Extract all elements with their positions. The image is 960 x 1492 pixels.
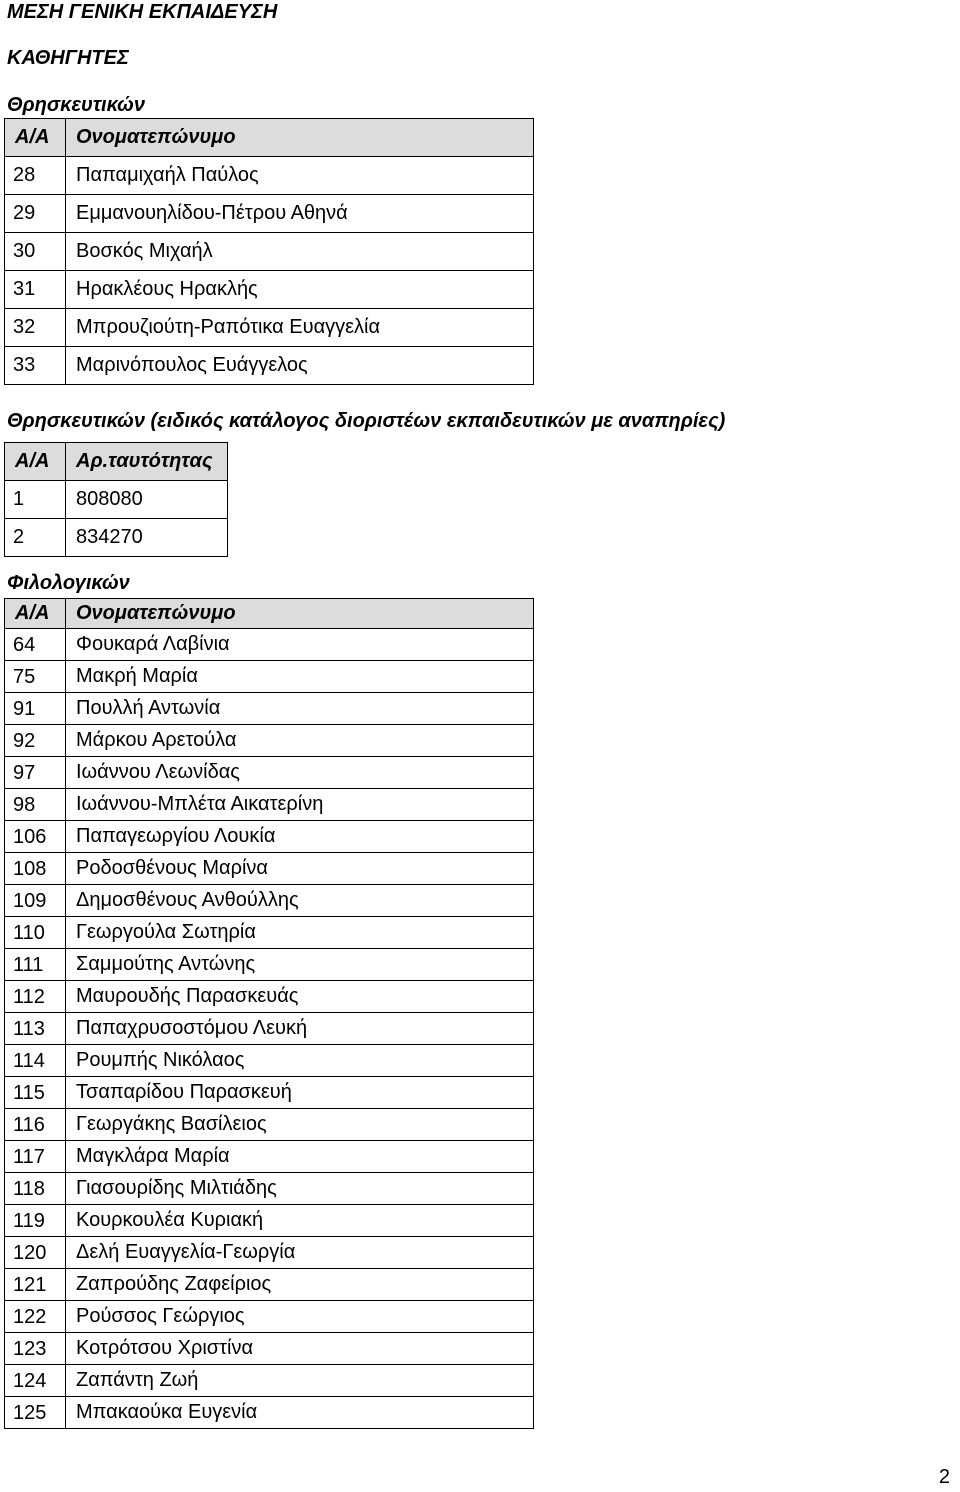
column-header-index: Α/Α: [5, 119, 66, 157]
row-value-cell: Εμμανουηλίδου-Πέτρου Αθηνά: [66, 195, 534, 233]
row-value-cell: Παπαγεωργίου Λουκία: [66, 821, 534, 853]
row-index-cell: 125: [5, 1397, 66, 1429]
row-index-cell: 2: [5, 519, 66, 557]
table-row: [5, 1333, 534, 1365]
religious-special-table: [4, 442, 228, 557]
table-row: [5, 629, 534, 661]
row-value-cell: Πουλλή Αντωνία: [66, 693, 534, 725]
row-index-cell: 108: [5, 853, 66, 885]
table-row: [5, 1173, 534, 1205]
row-index-cell: 28: [5, 157, 66, 195]
row-value-cell: Παπαμιχαήλ Παύλος: [66, 157, 534, 195]
row-index-cell: 1: [5, 481, 66, 519]
page-number: 2: [938, 1466, 950, 1488]
table-row: [5, 917, 534, 949]
row-value-cell: Φουκαρά Λαβίνια: [66, 629, 534, 661]
table-row: [5, 157, 534, 195]
table-row: [5, 519, 228, 557]
section-title: ΜΕΣΗ ΓΕΝΙΚΗ ΕΚΠΑΙΔΕΥΣΗ: [7, 1, 278, 23]
row-value-cell: Σαμμούτης Αντώνης: [66, 949, 534, 981]
row-value-cell: Ζαπάντη Ζωή: [66, 1365, 534, 1397]
role-title: ΚΑΘΗΓΗΤΕΣ: [7, 47, 129, 69]
table-row: [5, 1301, 534, 1333]
row-index-cell: 120: [5, 1237, 66, 1269]
religious-section-title: Θρησκευτικών: [7, 94, 145, 116]
row-index-cell: 91: [5, 693, 66, 725]
row-value-cell: Γιασουρίδης Μιλτιάδης: [66, 1173, 534, 1205]
row-index-cell: 112: [5, 981, 66, 1013]
row-value-cell: 808080: [66, 481, 228, 519]
row-value-cell: Μακρή Μαρία: [66, 661, 534, 693]
row-index-cell: 98: [5, 789, 66, 821]
row-index-cell: 33: [5, 347, 66, 385]
table-header-row: [5, 599, 534, 629]
row-value-cell: Γεωργάκης Βασίλειος: [66, 1109, 534, 1141]
row-value-cell: Τσαπαρίδου Παρασκευή: [66, 1077, 534, 1109]
row-index-cell: 110: [5, 917, 66, 949]
row-value-cell: Μπακαούκα Ευγενία: [66, 1397, 534, 1429]
row-index-cell: 92: [5, 725, 66, 757]
column-header-id-number: Αρ.ταυτότητας: [66, 443, 228, 481]
religious-table: [4, 118, 534, 385]
row-value-cell: Ηρακλέους Ηρακλής: [66, 271, 534, 309]
table-row: [5, 233, 534, 271]
table-row: [5, 757, 534, 789]
row-index-cell: 115: [5, 1077, 66, 1109]
row-index-cell: 64: [5, 629, 66, 661]
row-value-cell: Κουρκουλέα Κυριακή: [66, 1205, 534, 1237]
row-index-cell: 97: [5, 757, 66, 789]
row-value-cell: Μπρουζιούτη-Ραπότικα Ευαγγελία: [66, 309, 534, 347]
row-value-cell: Ιωάννου Λεωνίδας: [66, 757, 534, 789]
table-row: [5, 1109, 534, 1141]
column-header-index: Α/Α: [5, 443, 66, 481]
row-index-cell: 121: [5, 1269, 66, 1301]
row-index-cell: 111: [5, 949, 66, 981]
column-header-name: Ονοματεπώνυμο: [66, 599, 534, 629]
column-header-name: Ονοματεπώνυμο: [66, 119, 534, 157]
table-row: [5, 981, 534, 1013]
row-index-cell: 30: [5, 233, 66, 271]
row-index-cell: 114: [5, 1045, 66, 1077]
religious-special-section-title: Θρησκευτικών (ειδικός κατάλογος διοριστέων εκπαιδευτικών με αναπηρίες): [7, 410, 726, 432]
table-row: [5, 693, 534, 725]
row-index-cell: 124: [5, 1365, 66, 1397]
table-row: [5, 661, 534, 693]
row-index-cell: 75: [5, 661, 66, 693]
row-value-cell: Μαυρουδής Παρασκευάς: [66, 981, 534, 1013]
row-value-cell: Παπαχρυσοστόμου Λευκή: [66, 1013, 534, 1045]
row-index-cell: 122: [5, 1301, 66, 1333]
row-value-cell: Ρουμπής Νικόλαος: [66, 1045, 534, 1077]
row-index-cell: 118: [5, 1173, 66, 1205]
row-index-cell: 106: [5, 821, 66, 853]
table-row: [5, 1205, 534, 1237]
row-index-cell: 31: [5, 271, 66, 309]
table-row: [5, 885, 534, 917]
table-row: [5, 1237, 534, 1269]
table-row: [5, 949, 534, 981]
table-row: [5, 309, 534, 347]
row-value-cell: Δημοσθένους Ανθούλλης: [66, 885, 534, 917]
row-index-cell: 109: [5, 885, 66, 917]
table-header-row: [5, 443, 228, 481]
row-index-cell: 113: [5, 1013, 66, 1045]
table-row: [5, 1269, 534, 1301]
row-index-cell: 123: [5, 1333, 66, 1365]
table-row: [5, 853, 534, 885]
row-value-cell: Δελή Ευαγγελία-Γεωργία: [66, 1237, 534, 1269]
philology-table: [4, 598, 534, 1429]
table-row: [5, 195, 534, 233]
row-value-cell: Βοσκός Μιχαήλ: [66, 233, 534, 271]
table-row: [5, 821, 534, 853]
row-value-cell: Μαγκλάρα Μαρία: [66, 1141, 534, 1173]
table-row: [5, 789, 534, 821]
table-row: [5, 1397, 534, 1429]
column-header-index: Α/Α: [5, 599, 66, 629]
row-index-cell: 119: [5, 1205, 66, 1237]
row-index-cell: 32: [5, 309, 66, 347]
row-index-cell: 116: [5, 1109, 66, 1141]
table-row: [5, 1045, 534, 1077]
religious-special-table-body: [5, 481, 228, 557]
table-header-row: [5, 119, 534, 157]
row-value-cell: Ιωάννου-Μπλέτα Αικατερίνη: [66, 789, 534, 821]
row-index-cell: 117: [5, 1141, 66, 1173]
row-value-cell: Μάρκου Αρετούλα: [66, 725, 534, 757]
row-value-cell: 834270: [66, 519, 228, 557]
table-row: [5, 481, 228, 519]
table-row: [5, 1077, 534, 1109]
table-row: [5, 1141, 534, 1173]
religious-table-body: [5, 157, 534, 385]
table-row: [5, 725, 534, 757]
philology-table-body: [5, 629, 534, 1429]
table-row: [5, 1365, 534, 1397]
philology-section-title: Φιλολογικών: [7, 572, 130, 594]
row-value-cell: Μαρινόπουλος Ευάγγελος: [66, 347, 534, 385]
table-row: [5, 271, 534, 309]
row-value-cell: Γεωργούλα Σωτηρία: [66, 917, 534, 949]
row-value-cell: Ρούσσος Γεώργιος: [66, 1301, 534, 1333]
row-value-cell: Ζαπρούδης Ζαφείριος: [66, 1269, 534, 1301]
row-value-cell: Ροδοσθένους Μαρίνα: [66, 853, 534, 885]
table-row: [5, 347, 534, 385]
row-index-cell: 29: [5, 195, 66, 233]
table-row: [5, 1013, 534, 1045]
row-value-cell: Κοτρότσου Χριστίνα: [66, 1333, 534, 1365]
